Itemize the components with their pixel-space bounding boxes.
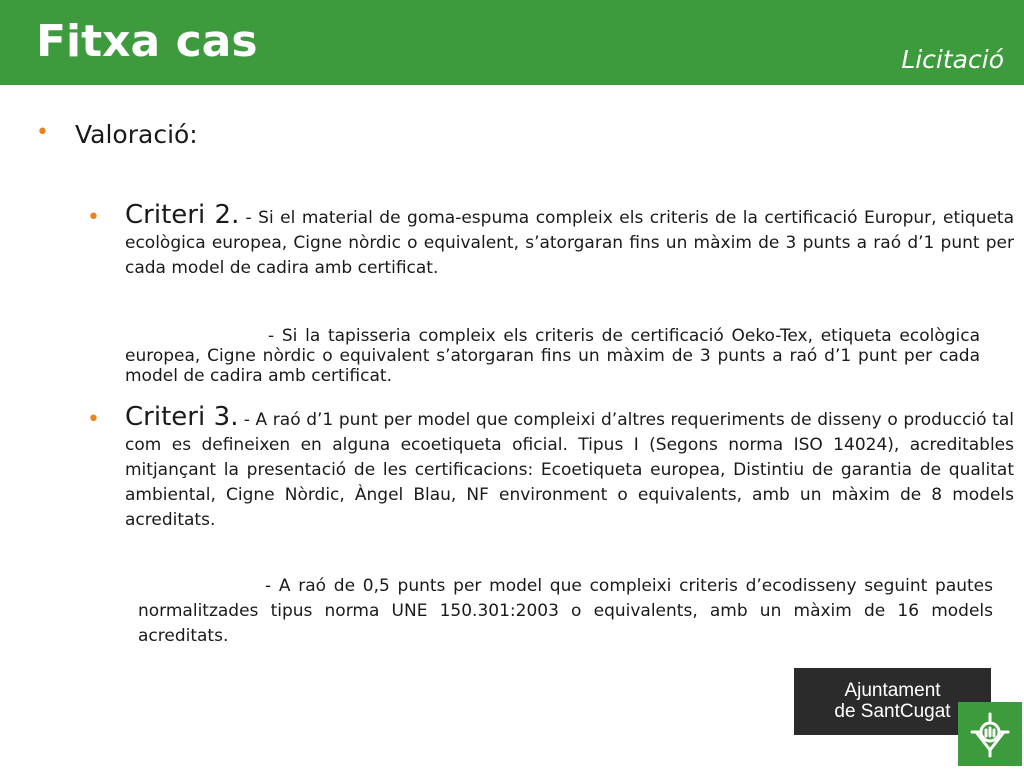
criteri-2-subitem-text: - Si la tapisseria compleix els criteris de certificació Oeko-Tex, etiqueta ecològica europea, Cigne nòrdic o equivalent s’atorgaran fins un màxim de 3 punts a raó d’1 punt per cada model de cadira amb certificat. — [125, 326, 980, 386]
page-title: Fitxa cas — [36, 16, 258, 67]
logo-line-2: de SantCugat — [834, 701, 951, 722]
criteri-3-subitem — [138, 574, 993, 649]
criteri-2-title: Criteri 2. — [125, 200, 240, 230]
bullet-icon: • — [36, 120, 49, 145]
criteri-2-subitem — [125, 326, 980, 386]
criteri-3-subitem-text: - A raó de 0,5 punts per model que compleixi criteris d’ecodisseny seguint pautes normalitzades tipus norma UNE 150.301:2003 o equivalents, amb un màxim de 16 models acreditats. — [138, 576, 993, 646]
section-label: Licitació — [901, 45, 1004, 74]
criteri-3-text: - A raó d’1 punt per model que compleixi d’altres requeriments de disseny o producció tal com es defineixen en alguna ecoetiqueta oficial. Tipus I (Segons norma ISO 14024), acreditables mitjançant la presentació de les certificacions: Ecoetiqueta europea, Distintiu de garantia de qualitat ambiental, Cigne Nòrdic, Àngel Blau, NF environment o equivalents, amb un màxim de 8 models acreditats. — [125, 410, 1014, 530]
header-bar — [0, 0, 1024, 85]
valoracio-heading: Valoració: — [75, 120, 198, 149]
criteri-3-block — [125, 402, 1014, 533]
criteri-2-text: - Si el material de goma-espuma compleix els criteris de la certificació Europur, etiqueta ecològica europea, Cigne nòrdic o equivalent, s’atorgaran fins un màxim de 3 punts a raó d’1 punt per cada model de cadira amb certificat. — [125, 208, 1014, 278]
criteri-2-block — [125, 200, 1014, 281]
bullet-icon: • — [87, 205, 100, 230]
logo-line-1: Ajuntament — [844, 680, 941, 701]
criteri-3-title: Criteri 3. — [125, 402, 239, 432]
bullet-icon: • — [87, 407, 100, 432]
santcugat-emblem-icon — [958, 702, 1022, 766]
